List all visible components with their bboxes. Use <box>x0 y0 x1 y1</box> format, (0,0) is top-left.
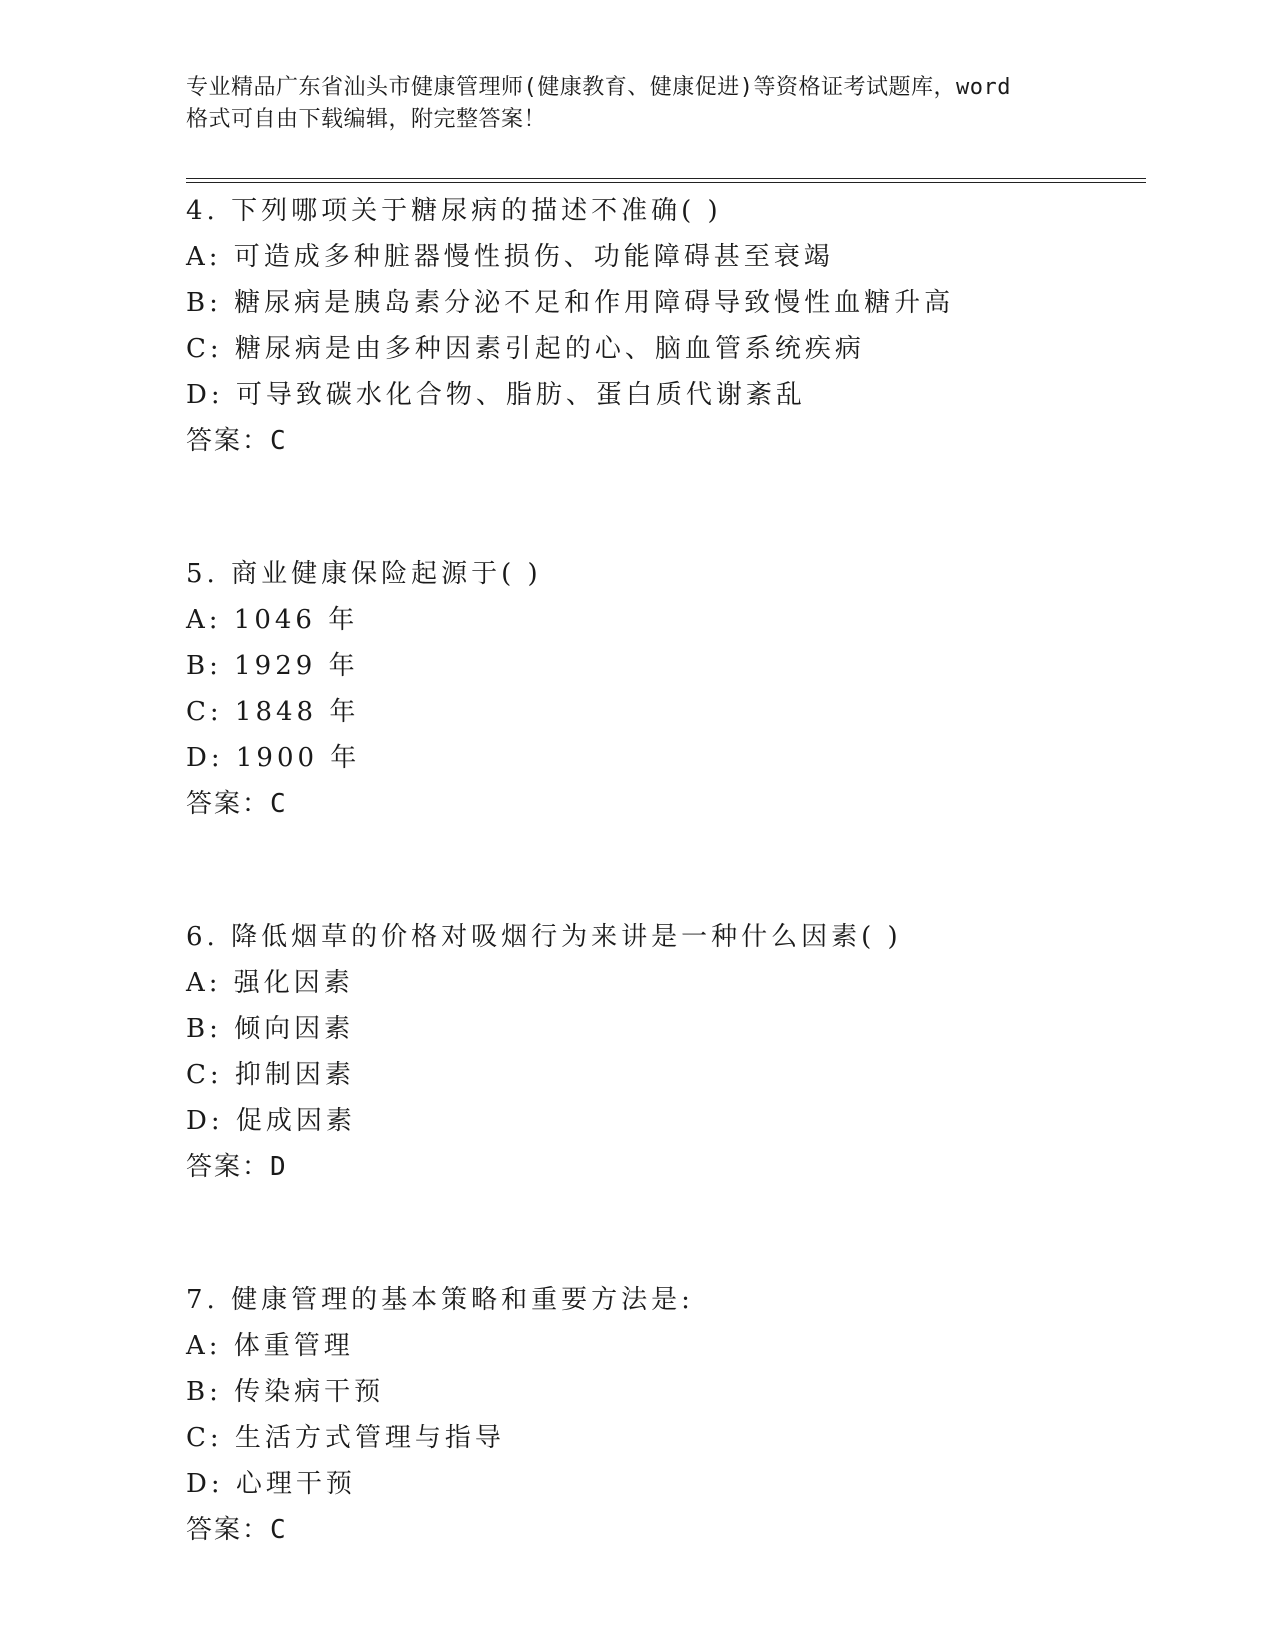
option-b: B: 传染病干预 <box>186 1377 385 1407</box>
option-c: C: 糖尿病是由多种因素引起的心、脑血管系统疾病 <box>186 334 865 364</box>
question-5 <box>186 551 1146 827</box>
question-stem: 7. 健康管理的基本策略和重要方法是: <box>186 1285 694 1315</box>
question-spacer <box>186 464 1146 551</box>
option-c: C: 抑制因素 <box>186 1060 355 1090</box>
question-list <box>186 188 1146 1553</box>
question-stem: 5. 商业健康保险起源于( ) <box>186 559 542 589</box>
option-d: D: 促成因素 <box>186 1106 356 1136</box>
question-7 <box>186 1277 1146 1553</box>
option-a: A: 可造成多种脏器慢性损伤、功能障碍甚至衰竭 <box>186 242 834 272</box>
option-c: C: 生活方式管理与指导 <box>186 1423 505 1453</box>
question-6 <box>186 914 1146 1190</box>
question-spacer <box>186 827 1146 914</box>
answer-label: 答案：C <box>186 1515 288 1545</box>
header-line-2: 格式可自由下载编辑，附完整答案！ <box>186 107 547 132</box>
answer-label: 答案：D <box>186 1152 288 1182</box>
option-a: A: 体重管理 <box>186 1331 354 1361</box>
answer-label: 答案：C <box>186 426 288 456</box>
document-header <box>186 72 1086 136</box>
question-stem: 4. 下列哪项关于糖尿病的描述不准确( ) <box>186 196 722 226</box>
header-divider <box>186 178 1146 183</box>
option-c: C: 1848 年 <box>186 697 360 727</box>
option-d: D: 心理干预 <box>186 1469 356 1499</box>
option-a: A: 1046 年 <box>186 605 359 635</box>
option-b: B: 倾向因素 <box>186 1014 355 1044</box>
question-4 <box>186 188 1146 464</box>
question-stem: 6. 降低烟草的价格对吸烟行为来讲是一种什么因素( ) <box>186 922 902 952</box>
option-b: B: 糖尿病是胰岛素分泌不足和作用障碍导致慢性血糖升高 <box>186 288 955 318</box>
option-b: B: 1929 年 <box>186 651 359 681</box>
option-a: A: 强化因素 <box>186 968 354 998</box>
header-line-1: 专业精品广东省汕头市健康管理师(健康教育、健康促进)等资格证考试题库，word <box>186 75 1011 100</box>
answer-label: 答案：C <box>186 789 288 819</box>
option-d: D: 1900 年 <box>186 743 361 773</box>
question-spacer <box>186 1190 1146 1277</box>
option-d: D: 可导致碳水化合物、脂肪、蛋白质代谢紊乱 <box>186 380 806 410</box>
